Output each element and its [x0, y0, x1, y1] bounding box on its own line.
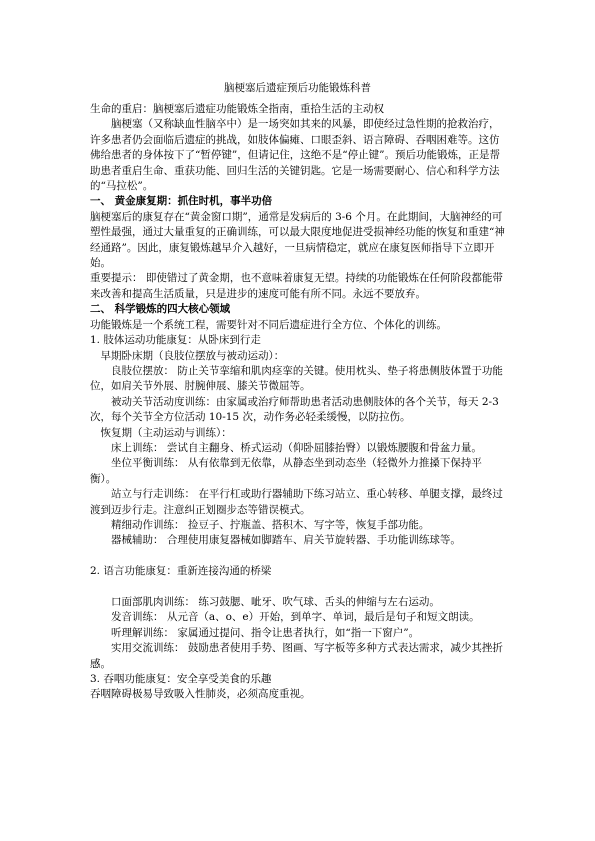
standing-walking-training: 站立与行走训练： 在平行杠或助行器辅助下练习站立、重心转移、单腿支撑，最终过渡到迈步行走。注意纠正划圈步态等错误模式。	[90, 488, 503, 516]
pronunciation-training: 发音训练： 从元音（a、o、e）开始，到单字、单词，最后是句子和短文朗读。	[111, 611, 480, 624]
subtitle-paragraph: 生命的重启：脑梗塞后遗症功能锻炼全指南，重拾生活的主动权	[90, 103, 384, 115]
subsection-swallowing: 3. 吞咽功能康复：安全享受美食的乐趣	[90, 673, 272, 685]
section-heading-2: 二、 科学锻炼的四大核心领域	[90, 303, 231, 316]
listening-training: 听理解训练： 家属通过提问、指令让患者执行，如“指一下窗户”。	[111, 626, 420, 639]
blank-line	[90, 549, 506, 564]
section-heading-1: 一、 黄金康复期：抓住时机，事半功倍	[90, 195, 273, 208]
golden-period-paragraph: 脑梗塞后的康复存在“黄金窗口期”，通常是发病后的 3-6 个月。在此期间，大脑神经的可塑性最强，通过大量重复的正确训练，可以最大限度地促进受损神经功能的恢复和重建“神经通路”。因此，康复锻炼越早介入越好，一旦病情稳定，就应在康复医师指导下立即开始。	[90, 210, 505, 270]
practical-communication-training: 实用交流训练： 鼓励患者使用手势、图画、写字板等多种方式表达需求，减少其挫折感。	[90, 642, 503, 670]
sitting-balance-training: 坐位平衡训练： 从有依靠到无依靠，从静态坐到动态坐（轻微外力推搡下保持平衡）。	[90, 457, 482, 485]
intro-paragraph: 脑梗塞（又称缺血性脑卒中）是一场突如其来的风暴，即使经过急性期的抢救治疗，许多患者仍会面临后遗症的挑战，如肢体偏瘫、口眼歪斜、语言障碍、吞咽困难等。这仿佛给患者的身体按下了“暂停键”，但请记住，这绝不是“停止键”。预后功能锻炼，正是帮助患者重启生命、重获功能、回归生活的关键钥匙。它是一场需要耐心、信心和科学方法的“马拉松”。	[90, 118, 500, 193]
subsection-language: 2. 语言功能康复：重新连接沟通的桥梁	[90, 565, 272, 578]
oral-muscle-training: 口面部肌肉训练： 练习鼓腮、呲牙、吹气球、舌头的伸缩与左右运动。	[111, 595, 440, 608]
document-body	[90, 102, 506, 703]
passive-joint-training: 被动关节活动度训练：由家属或治疗师帮助患者活动患侧肢体的各个关节，每天 2-3 次，每个关节全方位活动 10-15 次，动作务必轻柔缓慢，以防拉伤。	[90, 395, 499, 424]
fine-motor-training: 精细动作训练： 捡豆子、拧瓶盖、搭积木、写字等，恢复手部功能。	[111, 518, 430, 531]
swallowing-paragraph: 吞咽障碍极易导致吸入性肺炎，必须高度重视。	[90, 688, 311, 701]
document-title: 脑梗塞后遗症预后功能锻炼科普	[224, 82, 371, 94]
important-tip-paragraph: 重要提示： 即使错过了黄金期，也不意味着康复无望。持续的功能锻炼在任何阶段都能带来改善和提高生活质量，只是进步的速度可能有所不同。永远不要放弃。	[90, 272, 503, 300]
blank-line	[90, 580, 506, 595]
early-bed-stage: 早期卧床期（良肢位摆放与被动运动）：	[100, 349, 285, 362]
system-paragraph: 功能锻炼是一个系统工程，需要针对不同后遗症进行全方位、个体化的训练。	[90, 318, 447, 331]
subsection-limb: 1. 肢体运动功能康复：从卧床到行走	[90, 334, 261, 347]
equipment-assistance: 器械辅助： 合理使用康复器械如脚踏车、肩关节旋转器、手功能训练球等。	[111, 534, 461, 547]
good-limb-position: 良肢位摆放： 防止关节挛缩和肌肉痉挛的关键。使用枕头、垫子将患侧肢体置于功能位，如肩关节外展、肘腕伸展、膝关节微屈等。	[90, 364, 503, 393]
recovery-stage: 恢复期（主动运动与训练）：	[100, 426, 232, 439]
bed-training: 床上训练： 尝试自主翻身、桥式运动（仰卧屈膝抬臀）以锻炼腰腹和骨盆力量。	[111, 441, 482, 454]
